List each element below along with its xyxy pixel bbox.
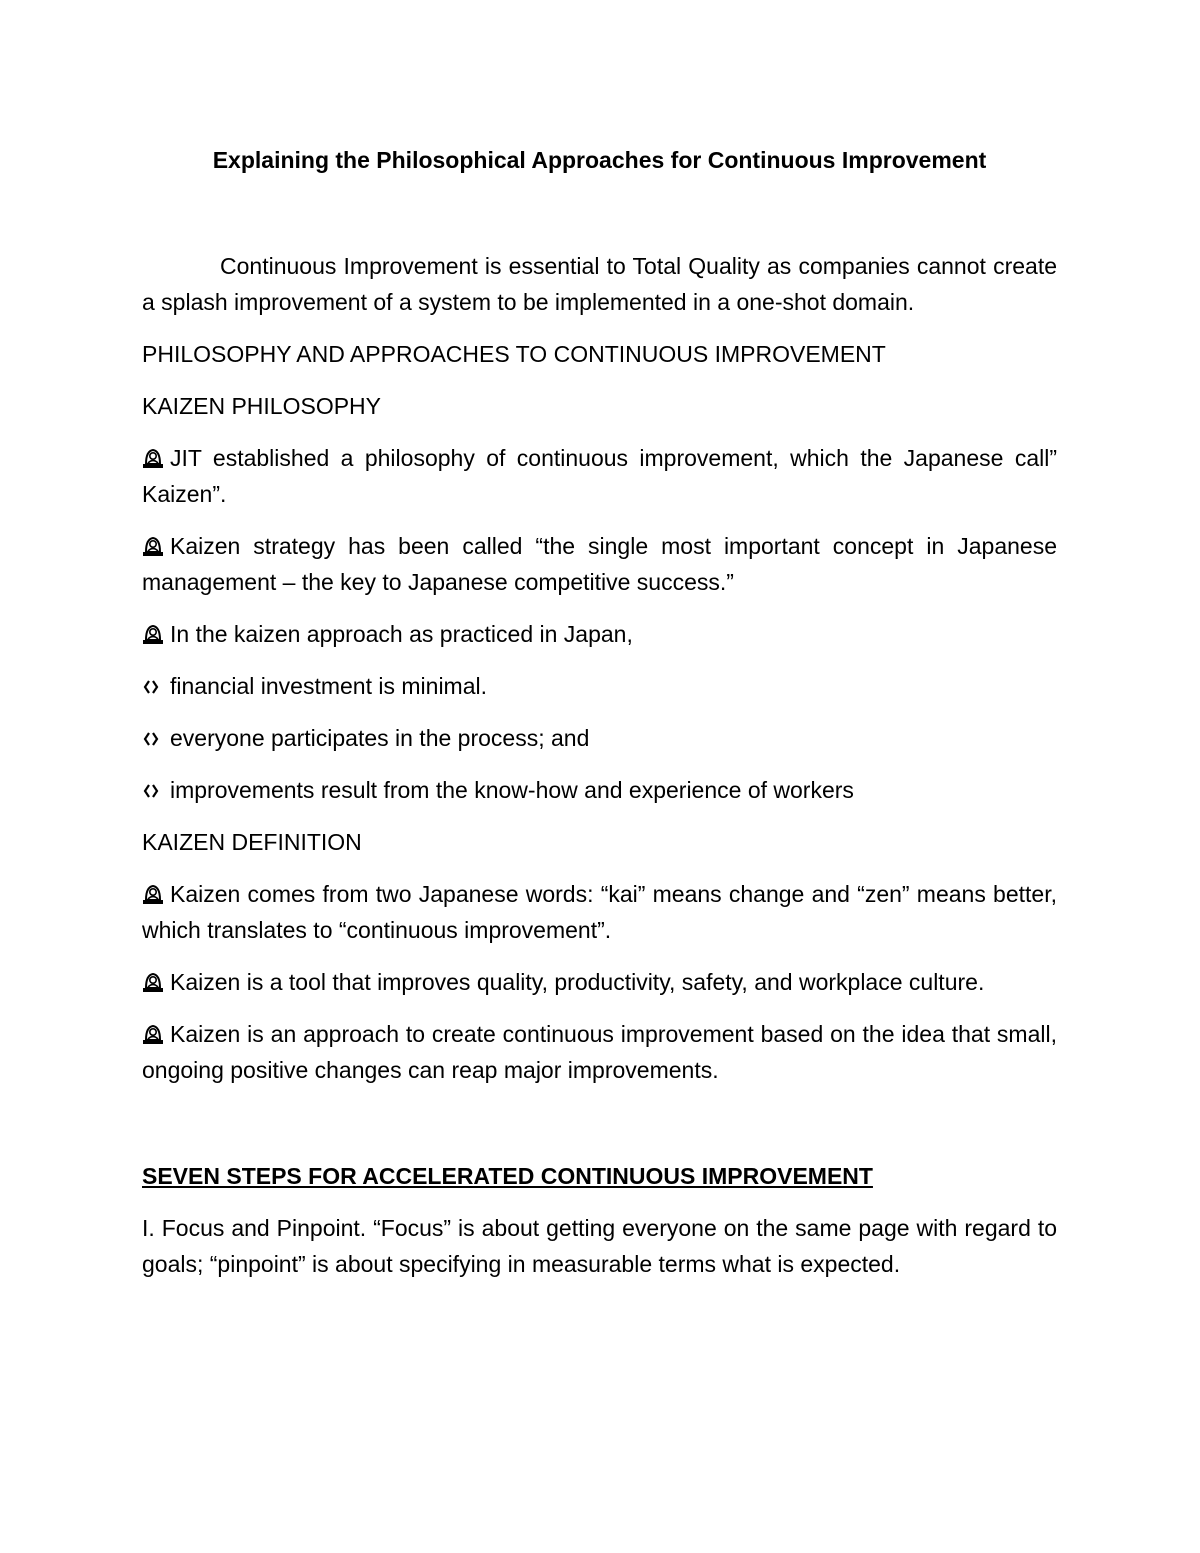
kaizen-definition-point: [142, 876, 1057, 948]
kaizen-practice-text: everyone participates in the process; and: [170, 725, 590, 751]
person-bullet-icon: [142, 1023, 164, 1045]
document-title: Explaining the Philosophical Approaches for Continuous Improvement: [212, 147, 987, 173]
kaizen-practice-text: financial investment is minimal.: [170, 673, 488, 699]
kaizen-definition-point: [142, 964, 1057, 1000]
intro-paragraph: Continuous Improvement is essential to Total Quality as companies cannot create a splash improvement of a system to be implemented in a one-shot domain.: [142, 253, 1057, 315]
kaizen-philosophy-point: [142, 528, 1057, 600]
document-body: [142, 142, 1057, 1298]
kaizen-practice-point: [142, 720, 1057, 756]
kaizen-practice-text: improvements result from the know-how and experience of workers: [170, 777, 854, 803]
person-bullet-icon: [142, 883, 164, 905]
heading-kaizen-definition: KAIZEN DEFINITION: [142, 829, 362, 855]
heading-seven-steps: SEVEN STEPS FOR ACCELERATED CONTINUOUS IMPROVEMENT: [142, 1163, 873, 1189]
person-bullet-icon: [142, 623, 164, 645]
kaizen-philosophy-text: In the kaizen approach as practiced in Japan,: [170, 621, 633, 647]
diamond-bullet-icon: [142, 678, 160, 696]
kaizen-definition-text: Kaizen is an approach to create continuous improvement based on the idea that small, ongoing positive changes can reap major improvements.: [142, 1021, 1057, 1083]
diamond-bullet-icon: [142, 782, 160, 800]
kaizen-philosophy-point: [142, 616, 1057, 652]
kaizen-philosophy-text: JIT established a philosophy of continuous improvement, which the Japanese call” Kaizen”.: [142, 445, 1057, 507]
kaizen-definition-text: Kaizen comes from two Japanese words: “kai” means change and “zen” means better, which translates to “continuous improvement”.: [142, 881, 1057, 943]
kaizen-definition-text: Kaizen is a tool that improves quality, productivity, safety, and workplace culture.: [170, 969, 985, 995]
person-bullet-icon: [142, 447, 164, 469]
kaizen-philosophy-text: Kaizen strategy has been called “the single most important concept in Japanese management – the key to Japanese competitive success.”: [142, 533, 1057, 595]
kaizen-definition-point: [142, 1016, 1057, 1088]
diamond-bullet-icon: [142, 730, 160, 748]
person-bullet-icon: [142, 535, 164, 557]
kaizen-practice-point: [142, 772, 1057, 808]
step-one-paragraph: I. Focus and Pinpoint. “Focus” is about getting everyone on the same page with regard to goals; “pinpoint” is about specifying in measurable terms what is expected.: [142, 1215, 1057, 1277]
kaizen-philosophy-point: [142, 440, 1057, 512]
person-bullet-icon: [142, 971, 164, 993]
heading-philosophy-approaches: PHILOSOPHY AND APPROACHES TO CONTINUOUS IMPROVEMENT: [142, 341, 886, 367]
heading-kaizen-philosophy: KAIZEN PHILOSOPHY: [142, 393, 382, 419]
kaizen-practice-point: [142, 668, 1057, 704]
